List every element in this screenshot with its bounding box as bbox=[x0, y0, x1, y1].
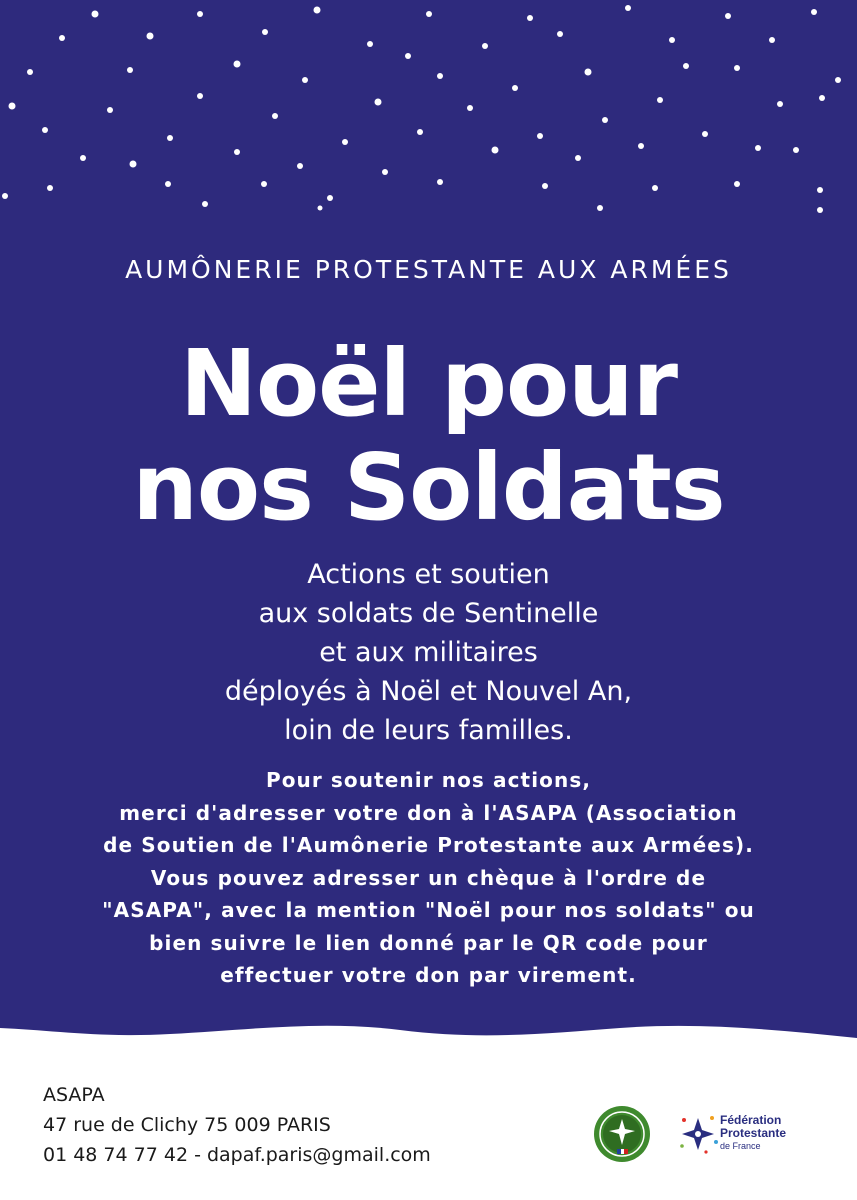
subtitle-line: Actions et soutien bbox=[307, 559, 550, 590]
donation-text-line: effectuer votre don par virement. bbox=[220, 963, 637, 987]
contact-address: 47 rue de Clichy 75 009 PARIS bbox=[43, 1114, 331, 1136]
subtitle-line: et aux militaires bbox=[319, 637, 538, 668]
donation-text-line: bien suivre le lien donné par le QR code pour bbox=[149, 930, 708, 955]
main-title-line-2: nos Soldats bbox=[132, 434, 725, 541]
snow-dots-decoration bbox=[0, 0, 857, 240]
donation-text-line: Vous pouvez adresser un chèque à l'ordre de bbox=[150, 865, 707, 890]
subtitle-line: déployés à Noël et Nouvel An, bbox=[224, 676, 633, 707]
subtitle-block bbox=[0, 555, 857, 750]
contact-phone-email: 01 48 74 77 42 - dapaf.paris@gmail.com bbox=[43, 1144, 431, 1166]
main-title-line-1: Noël pour bbox=[179, 330, 678, 437]
donation-text-line: merci d'adresser votre don à l'ASAPA (Association bbox=[119, 800, 738, 825]
fpf-line-2: Protestante bbox=[720, 1126, 787, 1140]
fpf-logo-text bbox=[720, 1114, 786, 1153]
subtitle-line: loin de leurs familles. bbox=[284, 715, 573, 746]
donation-text-block bbox=[0, 764, 857, 992]
contact-block bbox=[43, 1080, 431, 1170]
army-chaplaincy-logo-icon bbox=[593, 1105, 651, 1163]
main-title bbox=[0, 332, 857, 540]
donation-text-line: de Soutien de l'Aumônerie Protestante aux Armées). bbox=[103, 833, 754, 857]
fpf-line-1: Fédération bbox=[720, 1113, 782, 1127]
subtitle-line: aux soldats de Sentinelle bbox=[258, 598, 599, 629]
donation-text-line: Pour soutenir nos actions, bbox=[265, 768, 592, 792]
donation-text-line: "ASAPA", avec la mention "Noël pour nos soldats" ou bbox=[102, 898, 755, 922]
organization-title: AUMÔNERIE PROTESTANTE AUX ARMÉES bbox=[125, 255, 732, 284]
fpf-line-3: de France bbox=[720, 1141, 761, 1151]
contact-name: ASAPA bbox=[43, 1084, 105, 1106]
